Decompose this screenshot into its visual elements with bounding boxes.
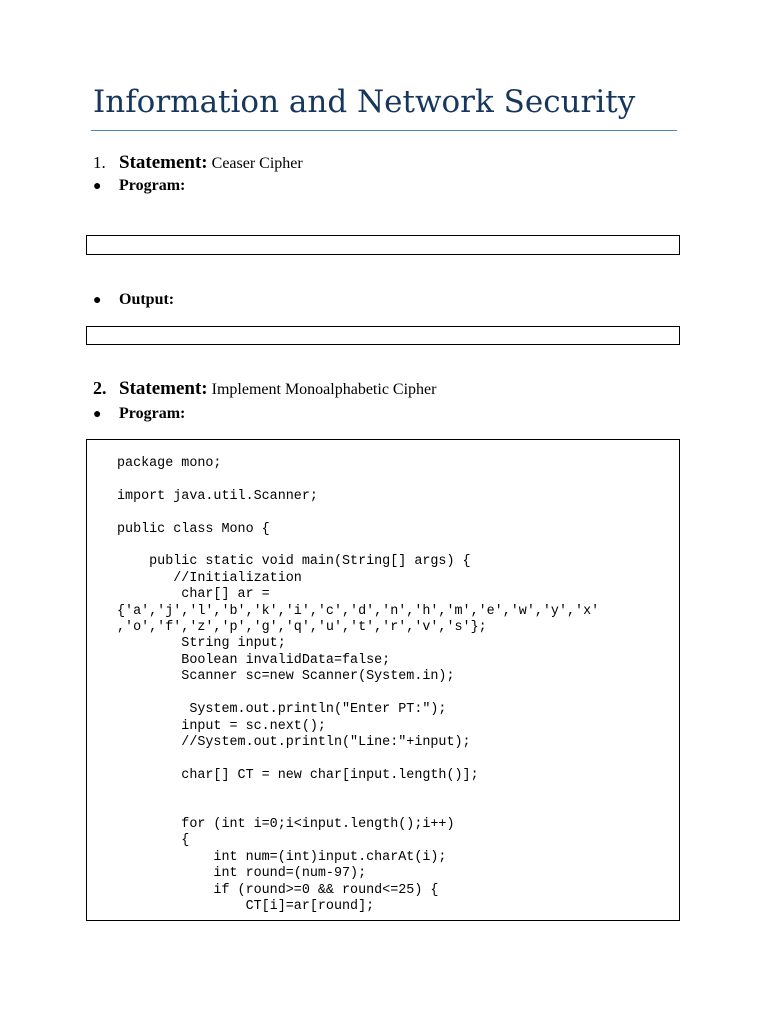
- section-1-program-box: [86, 235, 680, 255]
- section-2-statement-text: Implement Monoalphabetic Cipher: [211, 381, 437, 398]
- bullet-icon: ●: [93, 293, 102, 308]
- section-2-code-box: [86, 439, 680, 921]
- section-1-statement-text: Ceaser Cipher: [211, 155, 303, 172]
- section-1-statement: [93, 152, 303, 174]
- section-1-program-label: Program:: [119, 177, 186, 194]
- section-2-statement-label: Statement:: [119, 378, 208, 399]
- code-listing: package mono; import java.util.Scanner; public class Mono { public static void main(String[] args) { //Initialization char[] ar = {'a','j','l','b','k','i','c','d','n','h','m','e','w','y','x' ,'o','f','z','p','g','q','u','t','r','v','s'}; String input; Boolean invalidData=false; Scanner sc=new Scanner(System.in); System.out.println("Enter PT:"); input = sc.next(); //System.out.println("Line:"+input); char[] CT = new char[input.length()]; for (int i=0;i<input.length();i++) { int num=(int)input.charAt(i); int round=(num-97); if (round>=0 && round<=25) { CT[i]=ar[round];: [117, 456, 600, 914]
- section-2-program-item: [93, 405, 185, 423]
- bullet-icon: ●: [93, 407, 102, 422]
- section-1-statement-label: Statement:: [119, 152, 208, 173]
- document-title: Information and Network Security: [93, 84, 636, 120]
- bullet-icon: ●: [93, 179, 102, 194]
- section-2-statement: [93, 378, 436, 400]
- title-underline: [91, 130, 677, 131]
- section-1-program-item: [93, 177, 185, 195]
- section-1-output-item: [93, 291, 174, 309]
- section-2-number: 2.: [93, 378, 107, 398]
- section-1-output-label: Output:: [119, 291, 175, 308]
- section-1-number: 1.: [93, 153, 106, 172]
- section-1-output-box: [86, 326, 680, 345]
- section-2-program-label: Program:: [119, 405, 186, 422]
